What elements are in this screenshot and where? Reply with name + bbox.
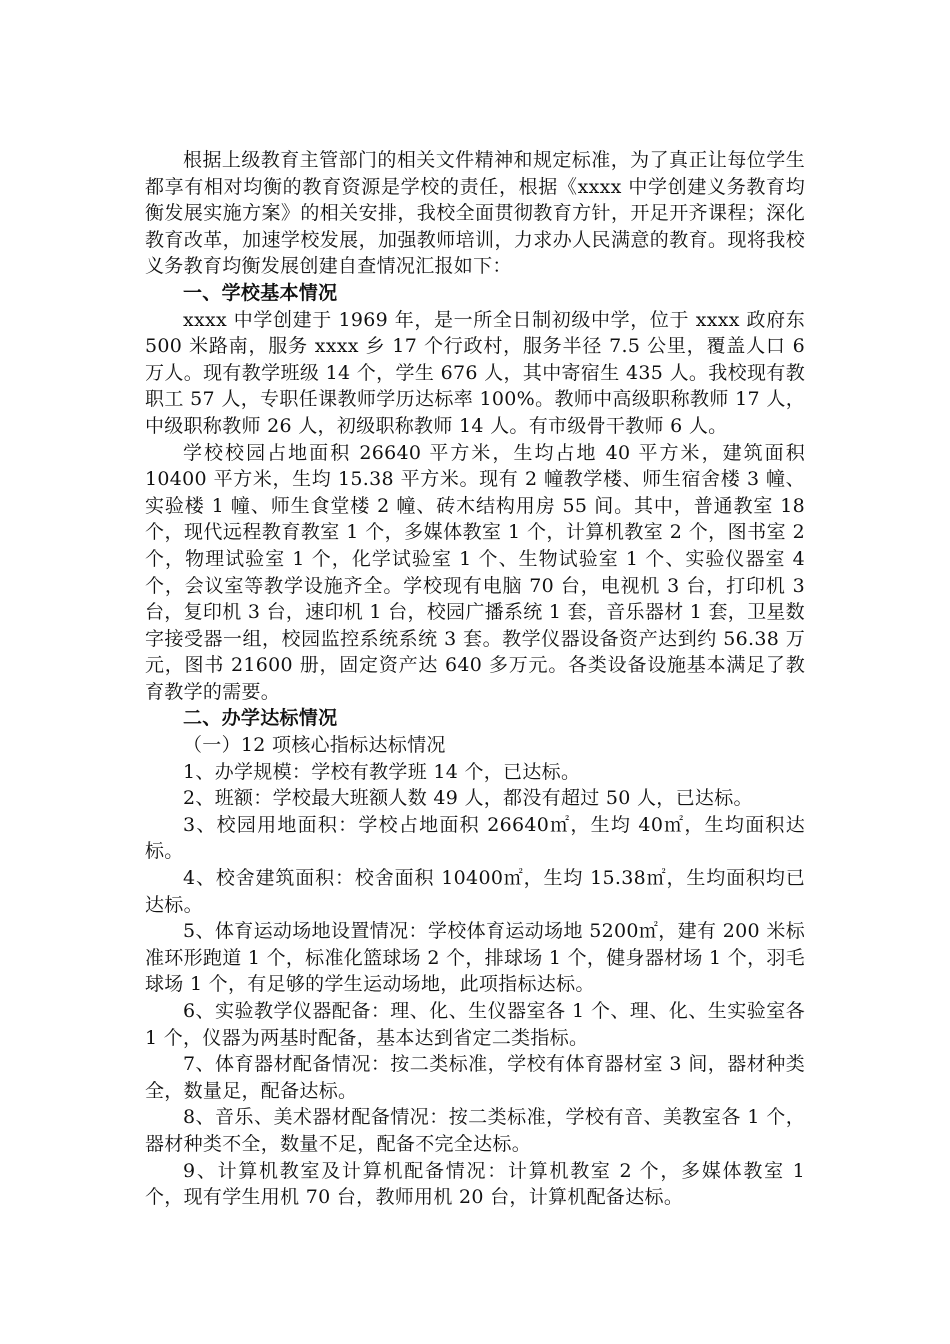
section-heading-standards: 二、办学达标情况	[183, 707, 338, 730]
indicator-item-1: 1、办学规模：学校有教学班 14 个，已达标。	[183, 760, 581, 783]
indicator-item-3: 3、校园用地面积：学校占地面积 26640㎡，生均 40㎡，生均面积达标。	[145, 813, 805, 863]
section-heading-basic-info: 一、学校基本情况	[183, 281, 338, 304]
document-page	[145, 147, 805, 1211]
subheading-core-indicators: （一）12 项核心指标达标情况	[183, 734, 446, 757]
indicator-item-7: 7、体育器材配备情况：按二类标准，学校有体育器材室 3 间，器材种类全，数量足，配备达标。	[145, 1053, 805, 1102]
indicator-item-6: 6、实验教学仪器配备：理、化、生仪器室各 1 个、理、化、生实验室各 1 个，仪器为两基时配备，基本达到省定二类指标。	[145, 1000, 805, 1049]
indicator-item-5: 5、体育运动场地设置情况：学校体育运动场地 5200㎡，建有 200 米标准环形跑道 1 个，标准化篮球场 2 个，排球场 1 个，健身器材场 1 个，羽毛球场 1 个，有足够的学生运动场地，此项指标达标。	[145, 920, 805, 996]
indicator-item-2: 2、班额：学校最大班额人数 49 人，都没有超过 50 人，已达标。	[183, 787, 753, 810]
indicator-item-8: 8、音乐、美术器材配备情况：按二类标准，学校有音、美教室各 1 个，器材种类不全，数量不足，配备不完全达标。	[145, 1106, 805, 1155]
paragraph-campus-facilities: 学校校园占地面积 26640 平方米，生均占地 40 平方米，建筑面积 10400 平方米，生均 15.38 平方米。现有 2 幢教学楼、师生宿舍楼 3 幢、实验楼 1 幢、师生食堂楼 2 幢、砖木结构用房 55 间。其中，普通教室 18 个，现代远程教育教室 1 个，多媒体教室 1 个，计算机教室 2 个，图书室 2 个，物理试验室 1 个，化学试验室 1 个、生物试验室 1 个、实验仪器室 4 个，会议室等教学设施齐全。学校现有电脑 70 台，电视机 3 台，打印机 3 台，复印机 3 台，速印机 1 台，校园广播系统 1 套，音乐器材 1 套，卫星数字接受器一组，校园监控系统系统 3 套。教学仪器设备资产达到约 56.38 万元，图书 21600 册，固定资产达 640 多万元。各类设备设施基本满足了教育教学的需要。	[145, 441, 805, 703]
indicator-item-9: 9、计算机教室及计算机配备情况：计算机教室 2 个，多媒体教室 1 个，现有学生用机 70 台，教师用机 20 台，计算机配备达标。	[145, 1159, 805, 1209]
intro-paragraph: 根据上级教育主管部门的相关文件精神和规定标准，为了真正让每位学生都享有相对均衡的教育资源是学校的责任，根据《xxxx 中学创建义务教育均衡发展实施方案》的相关安排，我校全面贯彻教育方针，开足开齐课程；深化教育改革，加速学校发展，加强教师培训，力求办人民满意的教育。现将我校义务教育均衡发展创建自查情况汇报如下：	[145, 149, 805, 278]
indicator-item-4: 4、校舍建筑面积：校舍面积 10400㎡，生均 15.38㎡，生均面积均已达标。	[145, 867, 805, 916]
paragraph-school-overview: xxxx 中学创建于 1969 年，是一所全日制初级中学，位于 xxxx 政府东 500 米路南，服务 xxxx 乡 17 个行政村，服务半径 7.5 公里，覆盖人口 6 万人。现有教学班级 14 个，学生 676 人，其中寄宿生 435 人。我校现有教职工 57 人，专职任课教师学历达标率 100%。教师中高级职称教师 17 人，中级职称教师 26 人，初级职称教师 14 人。有市级骨干教师 6 人。	[145, 308, 805, 437]
